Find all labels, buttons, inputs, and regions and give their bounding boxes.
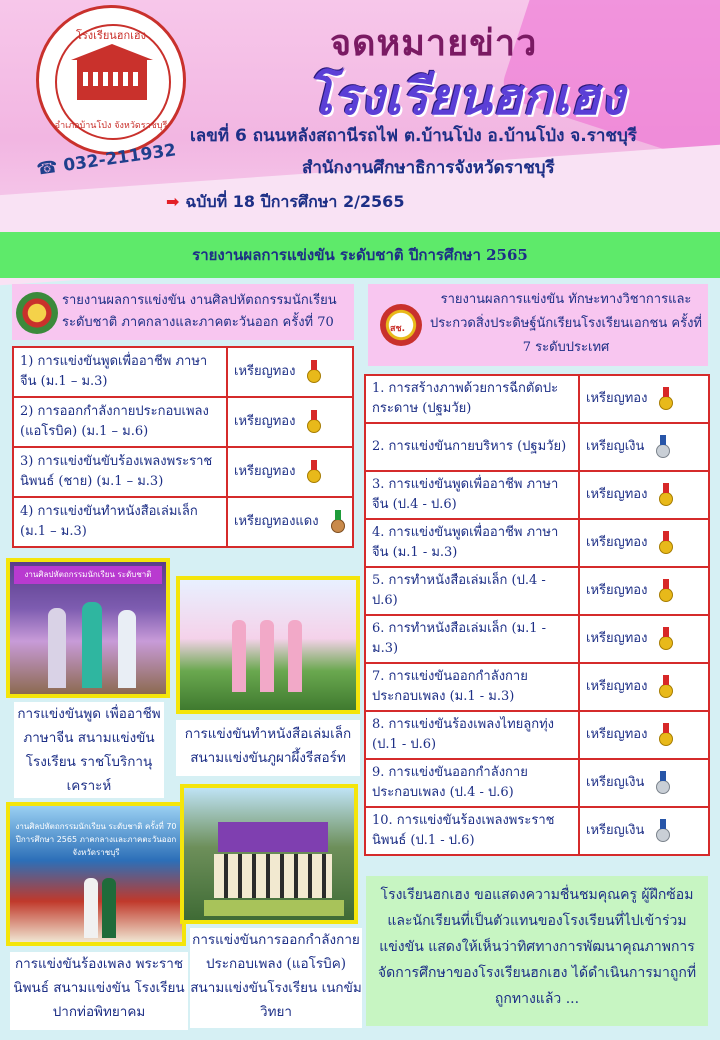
photo-chinese-speech <box>6 558 170 698</box>
silver-medal-icon <box>656 780 670 794</box>
gold-medal-icon <box>659 396 673 410</box>
silver-medal-icon <box>656 444 670 458</box>
result-row <box>13 497 353 547</box>
award-label: เหรียญทอง <box>586 583 648 598</box>
award-label: เหรียญทอง <box>586 727 648 742</box>
logo-windows <box>83 72 141 86</box>
award-cell <box>579 471 709 519</box>
award-cell <box>227 497 353 547</box>
event-name: 3) การแข่งขันขับร้องเพลงพระราชนิพนธ์ (ชาย) (ม.1 – ม.3) <box>13 447 227 497</box>
event-name: 8. การแข่งขันร้องเพลงไทยลูกทุ่ง (ป.1 - ป.6) <box>365 711 579 759</box>
caption-royal-song: การแข่งขันร้องเพลง พระราชนิพนธ์ สนามแข่งขัน โรงเรียนปากท่อพิทยาคม <box>10 952 188 1030</box>
gold-medal-icon <box>307 369 321 383</box>
award-cell <box>579 807 709 855</box>
award-label: เหรียญเงิน <box>586 775 645 790</box>
caption-aerobic: การแข่งขันการออกกำลังกาย ประกอบเพลง (แอโรบิค) สนามแข่งขันโรงเรียน เนกขัมวิทยา <box>190 928 362 1028</box>
award-label: เหรียญทอง <box>234 364 296 379</box>
photo-aerobic <box>180 784 358 924</box>
event-name: 3. การแข่งขันพูดเพื่ออาชีพ ภาษาจีน (ป.4 - ป.6) <box>365 471 579 519</box>
left-heading-text: รายงานผลการแข่งขัน งานศิลปหัตถกรรมนักเรียน ระดับชาติ ภาคกลางและภาคตะวันออก ครั้งที่ 70 <box>62 293 337 330</box>
award-cell <box>579 567 709 615</box>
gold-medal-icon <box>659 636 673 650</box>
gold-medal-icon <box>307 469 321 483</box>
left-section-heading <box>12 284 354 340</box>
fruit-display <box>204 900 344 916</box>
caption-chinese-speech: การแข่งขันพูด เพื่ออาชีพ ภาษาจีน สนามแข่งขันโรงเรียน ราชโบริกานุเคราะห์ <box>14 702 164 798</box>
award-cell <box>227 347 353 397</box>
school-logo <box>36 5 186 155</box>
left-results-table <box>12 346 354 548</box>
result-row <box>365 711 709 759</box>
art-festival-emblem-icon <box>16 292 58 334</box>
award-label: เหรียญทอง <box>586 679 648 694</box>
right-heading-text: รายงานผลการแข่งขัน ทักษะทางวิชาการและประกวดสิ่งประดิษฐ์นักเรียนโรงเรียนเอกชน ครั้งที่ 7 ระดับประเทศ <box>429 292 702 355</box>
award-label: เหรียญทอง <box>234 464 296 479</box>
section-banner: รายงานผลการแข่งขัน ระดับชาติ ปีการศึกษา 2565 <box>0 232 720 278</box>
award-cell <box>579 711 709 759</box>
event-name: 6. การทำหนังสือเล่มเล็ก (ม.1 - ม.3) <box>365 615 579 663</box>
award-cell <box>579 759 709 807</box>
person-figure <box>82 602 102 688</box>
result-row <box>365 615 709 663</box>
logo-text-bottom: อำเภอบ้านโป่ง จังหวัดราชบุรี <box>54 121 168 131</box>
result-row <box>365 519 709 567</box>
photo-small-book <box>176 576 360 714</box>
award-label: เหรียญทอง <box>234 414 296 429</box>
gold-medal-icon <box>307 419 321 433</box>
photo-banner-text: งานศิลปหัตถกรรมนักเรียน ระดับชาติ <box>14 566 162 584</box>
phone-icon: ☎ <box>35 156 65 180</box>
award-label: เหรียญทอง <box>586 391 648 406</box>
result-row <box>365 471 709 519</box>
opec-emblem-icon <box>380 304 422 346</box>
event-name: 5. การทำหนังสือเล่มเล็ก (ป.4 - ป.6) <box>365 567 579 615</box>
right-results-table <box>364 374 710 856</box>
school-name-title: โรงเรียนฮกเฮง <box>306 68 625 126</box>
award-cell <box>579 519 709 567</box>
caption-small-book: การแข่งขันทำหนังสือเล่มเล็ก สนามแข่งขันภูผาผึ้งรีสอร์ท <box>176 720 360 776</box>
result-row <box>13 447 353 497</box>
event-name: 1. การสร้างภาพด้วยการฉีกตัดปะกระดาษ (ปฐมวัย) <box>365 375 579 423</box>
event-name: 7. การแข่งขันออกกำลังกายประกอบเพลง (ม.1 - ม.3) <box>365 663 579 711</box>
photo-banner-text: งานศิลปหัตถกรรมนักเรียน ระดับชาติ ครั้งที่ 70 ปีการศึกษา 2565 ภาคกลางและภาคตะวันออก จังหวัดราชบุรี <box>15 822 177 857</box>
education-office: สำนักงานศึกษาธิการจังหวัดราชบุรี <box>302 158 555 178</box>
gold-medal-icon <box>659 492 673 506</box>
award-label: เหรียญเงิน <box>586 823 645 838</box>
performers-group <box>214 854 332 898</box>
result-row <box>365 375 709 423</box>
award-cell <box>579 663 709 711</box>
result-row <box>13 397 353 447</box>
event-name: 10. การแข่งขันร้องเพลงพระราชนิพนธ์ (ป.1 - ป.6) <box>365 807 579 855</box>
congratulations-message: โรงเรียนฮกเฮง ขอแสดงความชื่นชมคุณครู ผู้ฝึกซ้อมและนักเรียนที่เป็นตัวแทนของโรงเรียนที่ไปเข้าร่วมแข่งขัน แสดงให้เห็นว่าทิศทางการพัฒนาคุณภาพการจัดการศึกษาของโรงเรียนฮกเฮง ได้ดำเนินการมาถูกที่ถูกทางแล้ว ... <box>366 876 708 1026</box>
arrow-right-icon: ➡ <box>166 192 180 211</box>
event-name: 4. การแข่งขันพูดเพื่ออาชีพ ภาษาจีน (ม.1 - ม.3) <box>365 519 579 567</box>
event-name: 9. การแข่งขันออกกำลังกายประกอบเพลง (ป.4 - ป.6) <box>365 759 579 807</box>
person-figure <box>102 878 116 938</box>
award-label: เหรียญเงิน <box>586 439 645 454</box>
award-cell <box>579 615 709 663</box>
person-figure <box>48 608 66 688</box>
right-section-heading <box>368 284 708 366</box>
silver-medal-icon <box>656 828 670 842</box>
result-row <box>365 807 709 855</box>
gold-medal-icon <box>659 684 673 698</box>
award-label: เหรียญทอง <box>586 631 648 646</box>
gold-medal-icon <box>659 732 673 746</box>
result-row <box>365 567 709 615</box>
stage-banner <box>218 822 328 852</box>
result-row <box>365 423 709 471</box>
newsletter-header <box>0 0 720 232</box>
school-address: เลขที่ 6 ถนนหลังสถานีรถไฟ ต.บ้านโป่ง อ.บ้านโป่ง จ.ราชบุรี <box>190 126 637 146</box>
person-figure <box>288 620 302 692</box>
award-cell <box>579 375 709 423</box>
event-name: 1) การแข่งขันพูดเพื่ออาชีพ ภาษาจีน (ม.1 – ม.3) <box>13 347 227 397</box>
gold-medal-icon <box>659 588 673 602</box>
issue-number: ➡ ฉบับที่ 18 ปีการศึกษา 2/2565 <box>166 192 405 211</box>
emblem-label: สช. <box>390 324 406 334</box>
award-cell <box>579 423 709 471</box>
award-cell <box>227 397 353 447</box>
event-name: 2. การแข่งขันกายบริหาร (ปฐมวัย) <box>365 423 579 471</box>
result-row <box>365 663 709 711</box>
person-figure <box>232 620 246 692</box>
result-row <box>13 347 353 397</box>
result-row <box>365 759 709 807</box>
event-name: 2) การออกกำลังกายประกอบเพลง (แอโรบิค) (ม.1 – ม.6) <box>13 397 227 447</box>
award-label: เหรียญทอง <box>586 487 648 502</box>
award-cell <box>227 447 353 497</box>
gold-medal-icon <box>659 540 673 554</box>
person-figure <box>84 878 98 938</box>
phone-number: ☎ 032-211932 <box>35 140 178 180</box>
person-figure <box>260 620 274 692</box>
person-figure <box>118 610 136 688</box>
event-name: 4) การแข่งขันทำหนังสือเล่มเล็ก (ม.1 – ม.3) <box>13 497 227 547</box>
newsletter-title: จดหมายข่าว <box>330 23 538 64</box>
logo-text-top: โรงเรียนฮกเฮง <box>75 29 147 42</box>
photo-royal-song <box>6 802 186 946</box>
award-label: เหรียญทอง <box>586 535 648 550</box>
award-label: เหรียญทองแดง <box>234 514 319 529</box>
bronze-medal-icon <box>331 519 345 533</box>
